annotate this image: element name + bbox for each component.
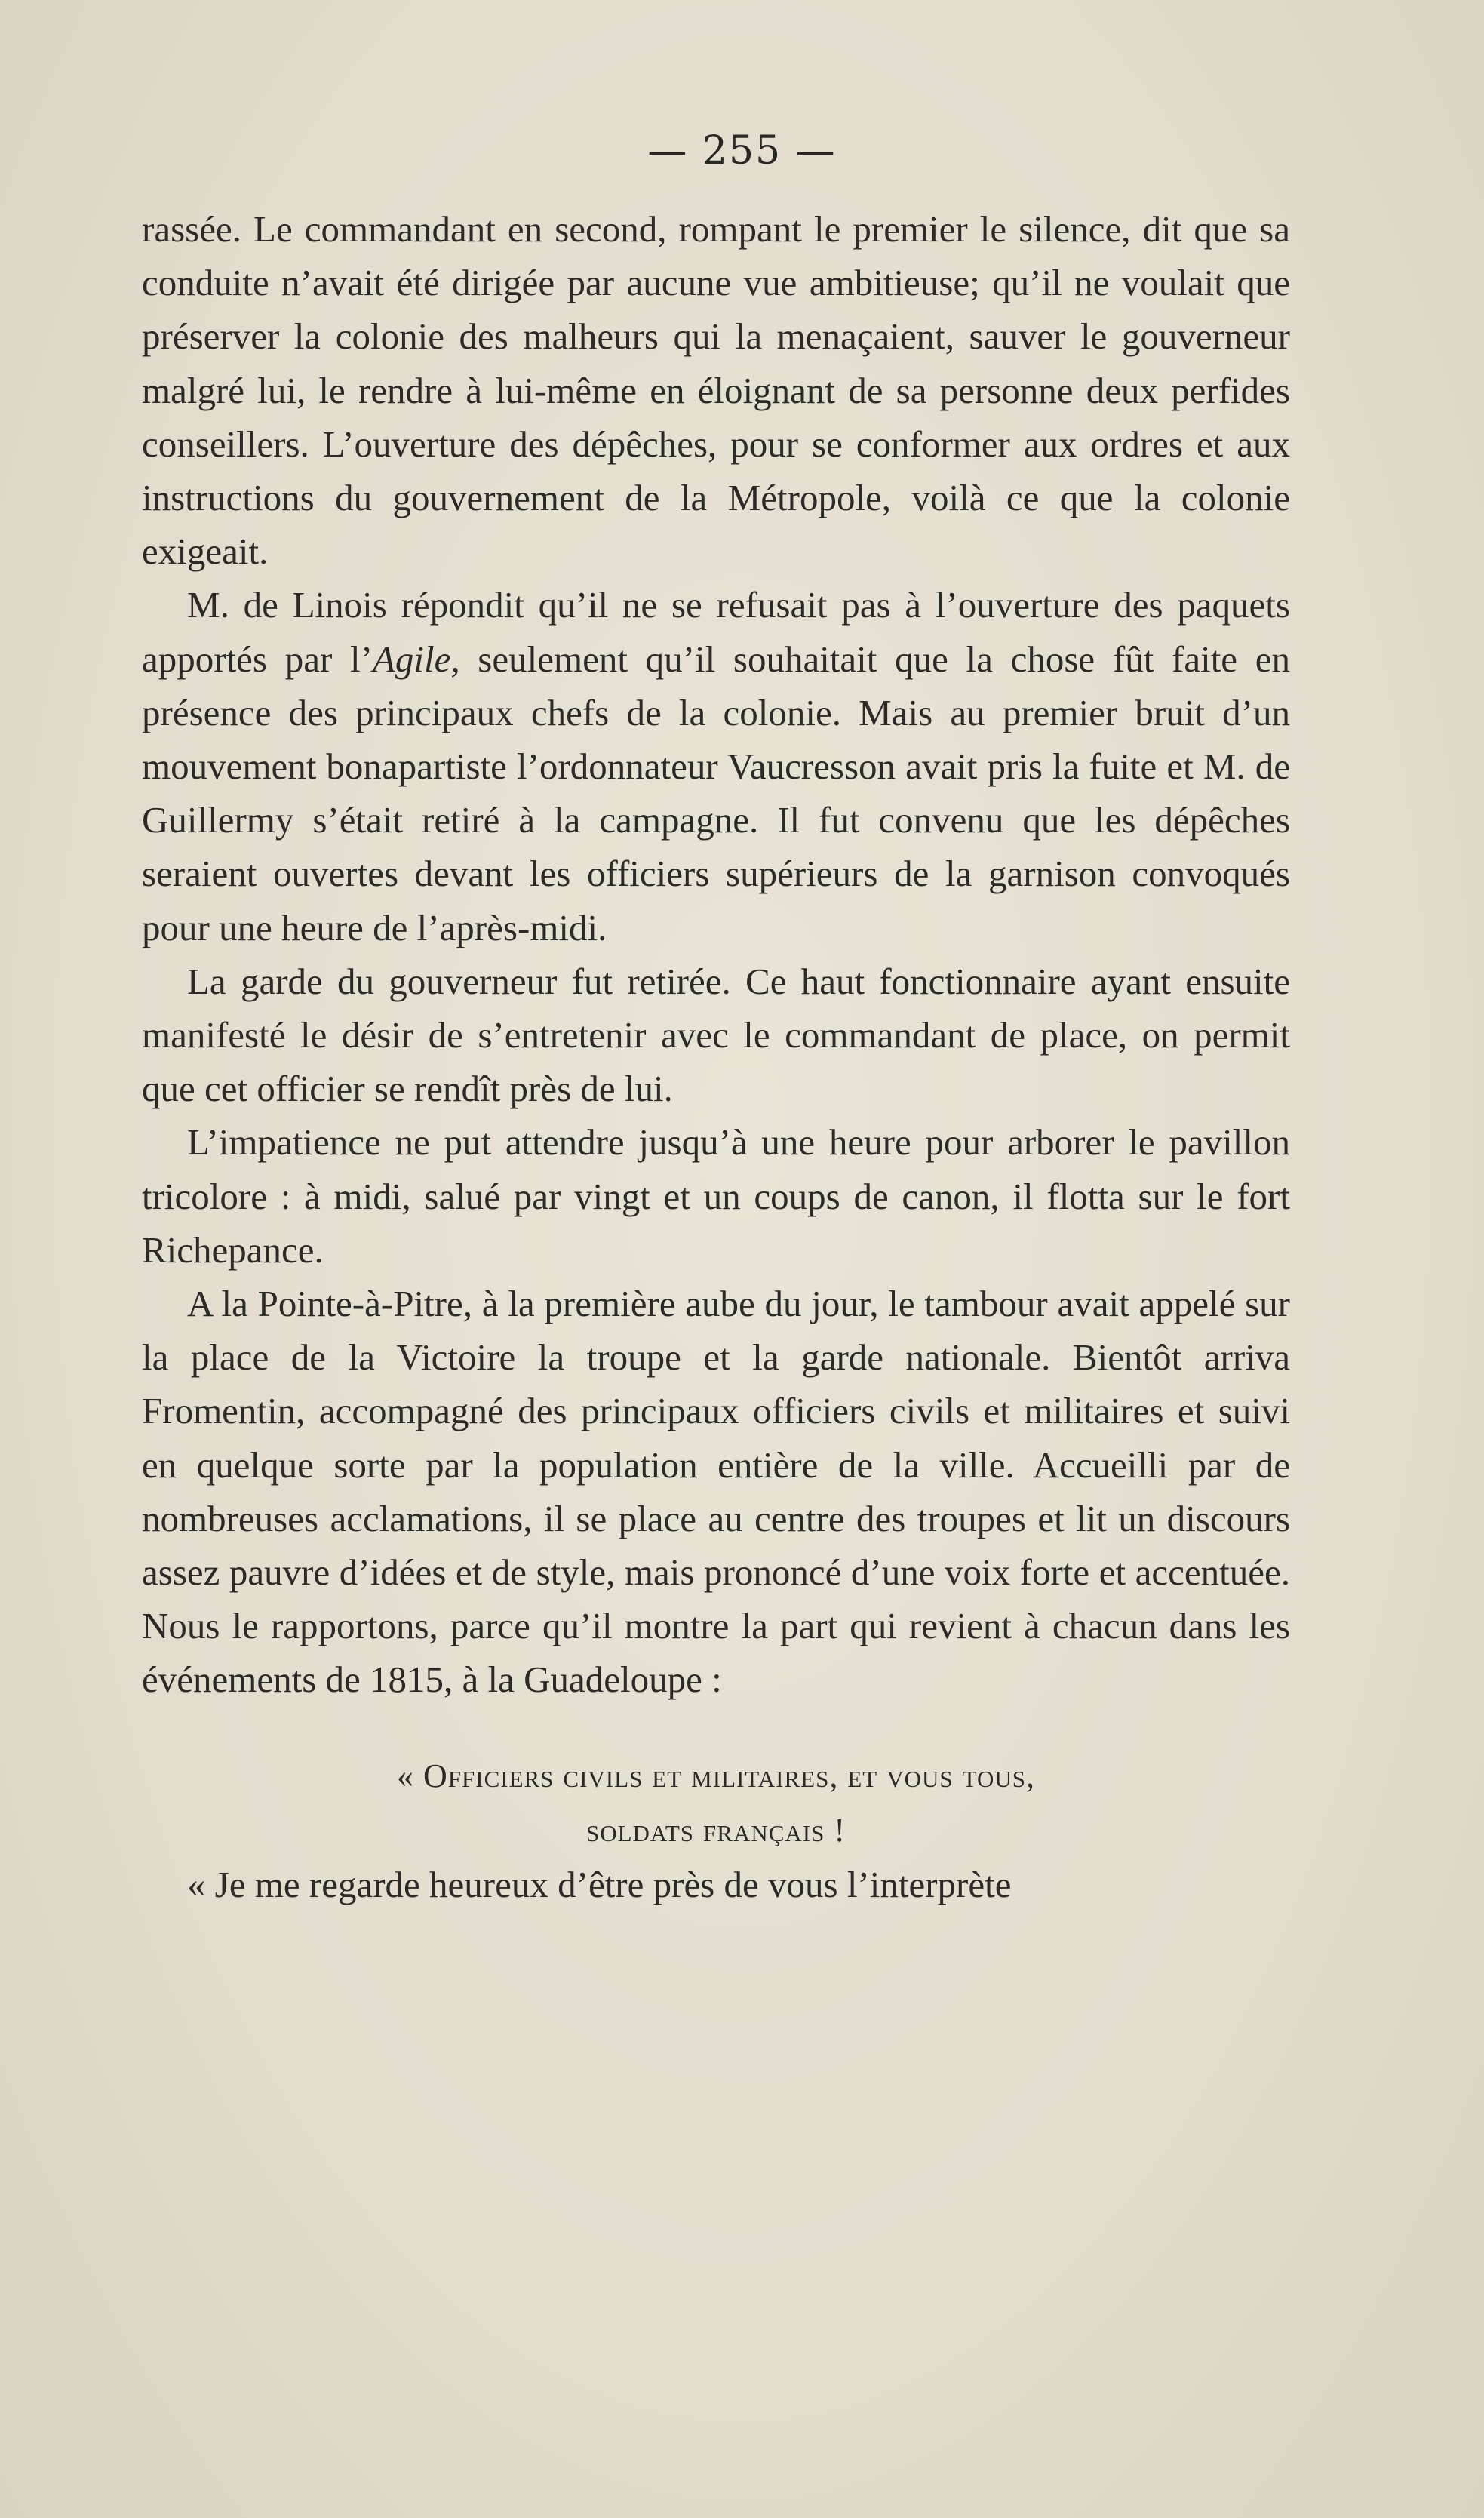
page-number: — 255 — <box>647 128 837 174</box>
speech-first-line: « Je me regarde heureux d’être près de vous l’interprète <box>187 1863 1012 1905</box>
paragraph-4: L’impatience ne put attendre jusqu’à une heure pour arborer le pavillon tricolore : à midi, salué par vingt et un coups de canon, il flotta sur le fort Richepance. <box>142 1121 1290 1271</box>
speech-heading <box>142 1707 1290 1858</box>
paragraph-2 <box>142 578 1290 954</box>
paragraph-3: La garde du gouverneur fut retirée. Ce haut fonctionnaire ayant ensuite manifesté le désir de s’entretenir avec le commandant de place, on permit que cet officier se rendît près de lui. <box>142 960 1290 1110</box>
paragraph-2-after: seulement qu’il souhaitait que la chose fût faite en présence des principaux chefs de la colonie. Mais au premier bruit d’un mouvement bonapartiste l’ordonnateur Vaucresson avait pris la fuite et M. de Guillermy s’était retiré à la campagne. Il fut convenu que les dépêches seraient ouvertes devant les officiers supérieurs de la garnison convoqués pour une heure de l’après-midi. <box>142 638 1291 948</box>
paragraph-2-before: M. de Linois répondit qu’il ne se refusait pas à l’ouverture des paquets apportés par l’ <box>142 584 1290 680</box>
speech-heading-line-2: soldats français ! <box>585 1811 846 1849</box>
speech-heading-line-1: « Officiers civils et militaires, et vous tous, <box>396 1757 1036 1794</box>
paragraph-5: A la Pointe-à-Pitre, à la première aube du jour, le tambour avait appelé sur la place de la Victoire la troupe et la garde nationale. Bientôt arriva Fromentin, accompagné des principaux officiers civils et militaires et suivi en quelque sorte par la population entière de la ville. Accueilli par de nombreuses acclamations, il se place au centre des troupes et lit un discours assez pauvre d’idées et de style, mais prononcé d’une voix forte et accentuée. Nous le rapportons, parce qu’il montre la part qui revient à chacun dans les événements de 1815, à la Guadeloupe : <box>142 1283 1290 1701</box>
ship-name-italic: Agile, <box>372 638 460 680</box>
paragraph-1: rassée. Le commandant en second, rompant le premier le silence, dit que sa conduite n’avait été dirigée par aucune vue ambitieuse; qu’il ne voulait que préserver la colonie des malheurs qui la menaçaient, sauver le gouverneur malgré lui, le rendre à lui-même en éloignant de sa personne deux perfides conseillers. L’ouverture des dépêches, pour se conformer aux ordres et aux instructions du gouvernement de la Métropole, voilà ce que la colonie exigeait. <box>142 208 1290 573</box>
body-text <box>142 202 1290 1911</box>
